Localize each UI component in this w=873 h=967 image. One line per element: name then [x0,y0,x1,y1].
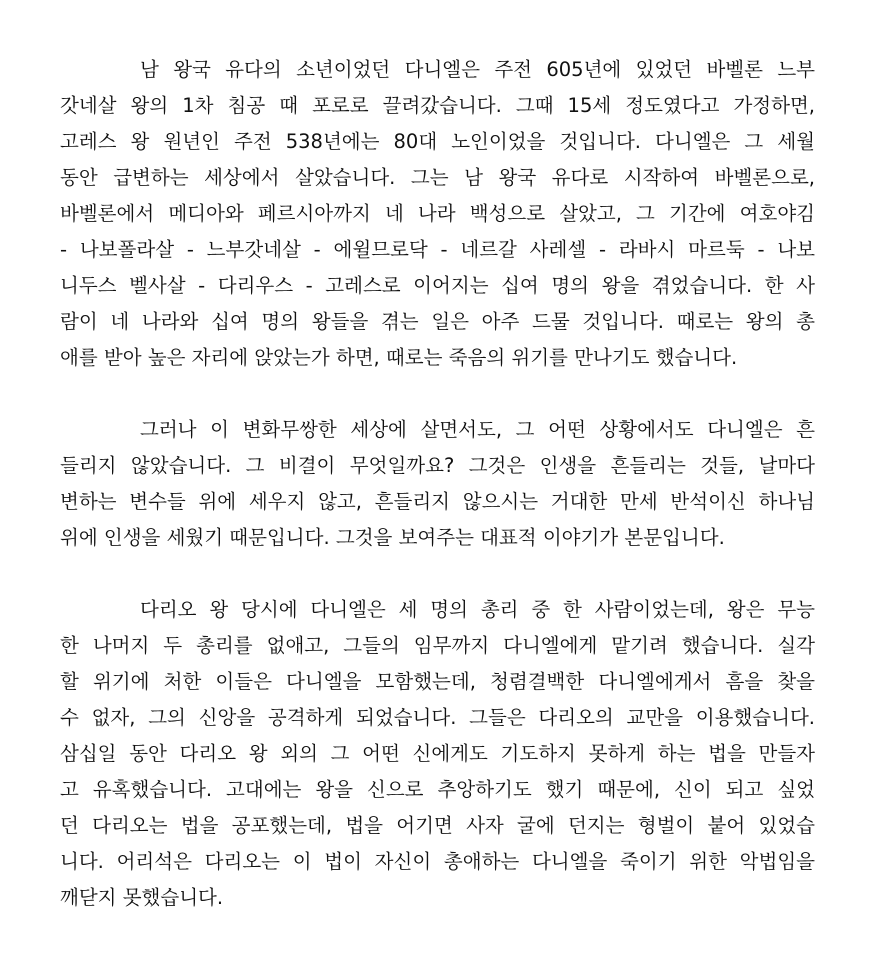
text-line: - 나보폴라살 - 느부갓네살 - 에윌므로닥 - 네르갈 사레셀 - 라바시 마르둑 - 나보 [60,238,815,261]
paragraph-1 [60,52,815,376]
text-line: 위에 인생을 세웠기 때문입니다. 그것을 보여주는 대표적 이야기가 본문입니다. [60,526,725,549]
paragraph-3 [60,592,815,916]
text-line: 그러나 이 변화무쌍한 세상에 살면서도, 그 어떤 상황에서도 다니엘은 흔 [140,418,815,441]
text-line: 한 나머지 두 총리를 없애고, 그들의 임무까지 다니엘에게 맡기려 했습니다. 실각 [60,634,815,657]
text-line: 수 없자, 그의 신앙을 공격하게 되었습니다. 그들은 다리오의 교만을 이용했습니다. [60,706,815,729]
text-line: 바벨론에서 메디아와 페르시아까지 네 나라 백성으로 살았고, 그 기간에 여호야김 [60,202,815,225]
text-line: 들리지 않았습니다. 그 비결이 무엇일까요? 그것은 인생을 흔들리는 것들, 날마다 [60,454,815,477]
text-line: 던 다리오는 법을 공포했는데, 법을 어기면 사자 굴에 던지는 형벌이 붙어 있었습 [60,814,815,837]
text-line: 다리오 왕 당시에 다니엘은 세 명의 총리 중 한 사람이었는데, 왕은 무능 [140,598,815,621]
text-line: 동안 급변하는 세상에서 살았습니다. 그는 남 왕국 유다로 시작하여 바벨론으로, [60,166,815,189]
text-line: 니다. 어리석은 다리오는 이 법이 자신이 총애하는 다니엘을 죽이기 위한 악법임을 [60,850,815,873]
text-line: 변하는 변수들 위에 세우지 않고, 흔들리지 않으시는 거대한 만세 반석이신 하나님 [60,490,815,513]
paragraph-2 [60,412,815,556]
text-line: 애를 받아 높은 자리에 앉았는가 하면, 때로는 죽음의 위기를 만나기도 했습니다. [60,346,738,369]
text-line: 갓네살 왕의 1차 침공 때 포로로 끌려갔습니다. 그때 15세 정도였다고 가정하면, [60,94,815,117]
text-line: 람이 네 나라와 십여 명의 왕들을 겪는 일은 아주 드물 것입니다. 때로는 왕의 총 [60,310,815,333]
text-line: 삼십일 동안 다리오 왕 외의 그 어떤 신에게도 기도하지 못하게 하는 법을 만들자 [60,742,815,765]
text-line: 고 유혹했습니다. 고대에는 왕을 신으로 추앙하기도 했기 때문에, 신이 되고 싶었 [60,778,815,801]
text-line: 깨닫지 못했습니다. [60,886,224,909]
text-line: 남 왕국 유다의 소년이었던 다니엘은 주전 605년에 있었던 바벨론 느부 [140,58,815,81]
text-line: 고레스 왕 원년인 주전 538년에는 80대 노인이었을 것입니다. 다니엘은 그 세월 [60,130,815,153]
text-line: 할 위기에 처한 이들은 다니엘을 모함했는데, 청렴결백한 다니엘에게서 흠을 찾을 [60,670,815,693]
text-line: 니두스 벨사살 - 다리우스 - 고레스로 이어지는 십여 명의 왕을 겪었습니다. 한 사 [60,274,815,297]
